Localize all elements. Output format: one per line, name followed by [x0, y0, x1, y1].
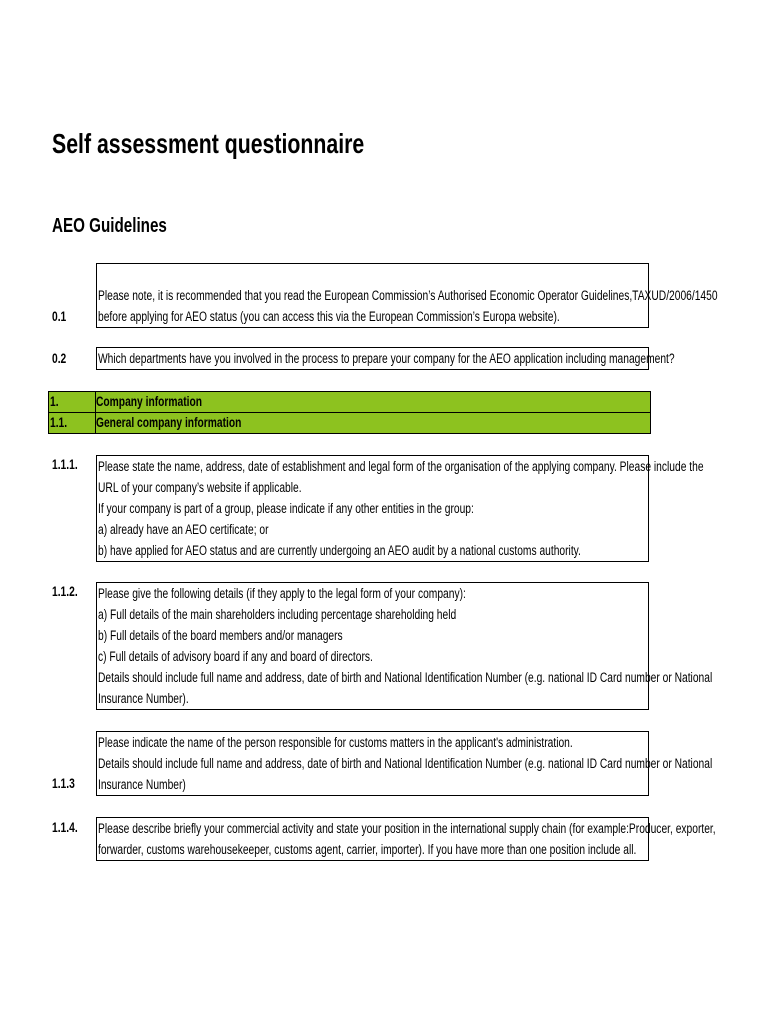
question-number: 0.2 [52, 351, 67, 366]
question-text: a) Full details of the main shareholders including percentage shareholding held [98, 607, 457, 622]
document-title: Self assessment questionnaire [52, 128, 365, 159]
question-box-0-2[interactable] [96, 347, 675, 370]
question-text: Details should include full name and address, date of birth and National Identification Number (e.g. national ID Card number or National [98, 670, 713, 685]
question-text: Please indicate the name of the person responsible for customs matters in the applicant's administration. [98, 735, 573, 750]
question-text: Insurance Number). [98, 691, 189, 706]
question-text: c) Full details of advisory board if any and board of directors. [98, 649, 373, 664]
section-header-company-information [48, 391, 651, 434]
question-number: 1.1.1. [52, 457, 78, 472]
section-title: Company information [96, 394, 203, 409]
question-text: b) Full details of the board members and/or managers [98, 628, 343, 643]
question-text: Details should include full name and address, date of birth and National Identification Number (e.g. national ID Card number or National [98, 756, 713, 771]
question-number: 0.1 [52, 309, 67, 324]
question-text: URL of your company’s website if applicable. [98, 480, 302, 495]
section-row [49, 392, 650, 412]
question-box-1-1-3[interactable] [96, 731, 713, 796]
question-text: Please state the name, address, date of establishment and legal form of the organisation of the applying company. Please include the [98, 459, 704, 474]
section-title: General company information [96, 415, 242, 430]
question-text: b) have applied for AEO status and are currently undergoing an AEO audit by a national customs authority. [98, 543, 581, 558]
question-box-1-1-4[interactable] [96, 817, 716, 861]
question-text: Please give the following details (if they apply to the legal form of your company): [98, 586, 466, 601]
question-text: forwarder, customs warehousekeeper, customs agent, carrier, importer). If you have more than one position include all. [98, 842, 637, 857]
question-number: 1.1.2. [52, 584, 78, 599]
section-number: 1.1. [50, 415, 68, 430]
guidelines-heading: AEO Guidelines [52, 215, 167, 237]
question-box-1-1-1[interactable] [96, 455, 704, 562]
question-text: Please describe briefly your commercial activity and state your position in the international supply chain (for example:Producer, exporter, [98, 821, 716, 836]
question-box-1-1-2[interactable] [96, 582, 713, 710]
question-text: Please note, it is recommended that you read the European Commission’s Authorised Economic Operator Guidelines,TAXUD/2006/1450 [98, 288, 718, 303]
question-text: If your company is part of a group, please indicate if any other entities in the group: [98, 501, 474, 516]
question-text: Which departments have you involved in the process to prepare your company for the AEO application including management? [98, 351, 675, 366]
question-box-0-1[interactable] [96, 263, 718, 328]
question-text: Insurance Number) [98, 777, 186, 792]
question-number: 1.1.3 [52, 776, 75, 791]
question-text [97, 264, 648, 285]
question-text: a) already have an AEO certificate; or [98, 522, 269, 537]
section-row [49, 412, 650, 433]
question-text: before applying for AEO status (you can access this via the European Commission’s Europa website). [98, 309, 560, 324]
section-number: 1. [50, 394, 59, 409]
question-number: 1.1.4. [52, 820, 78, 835]
